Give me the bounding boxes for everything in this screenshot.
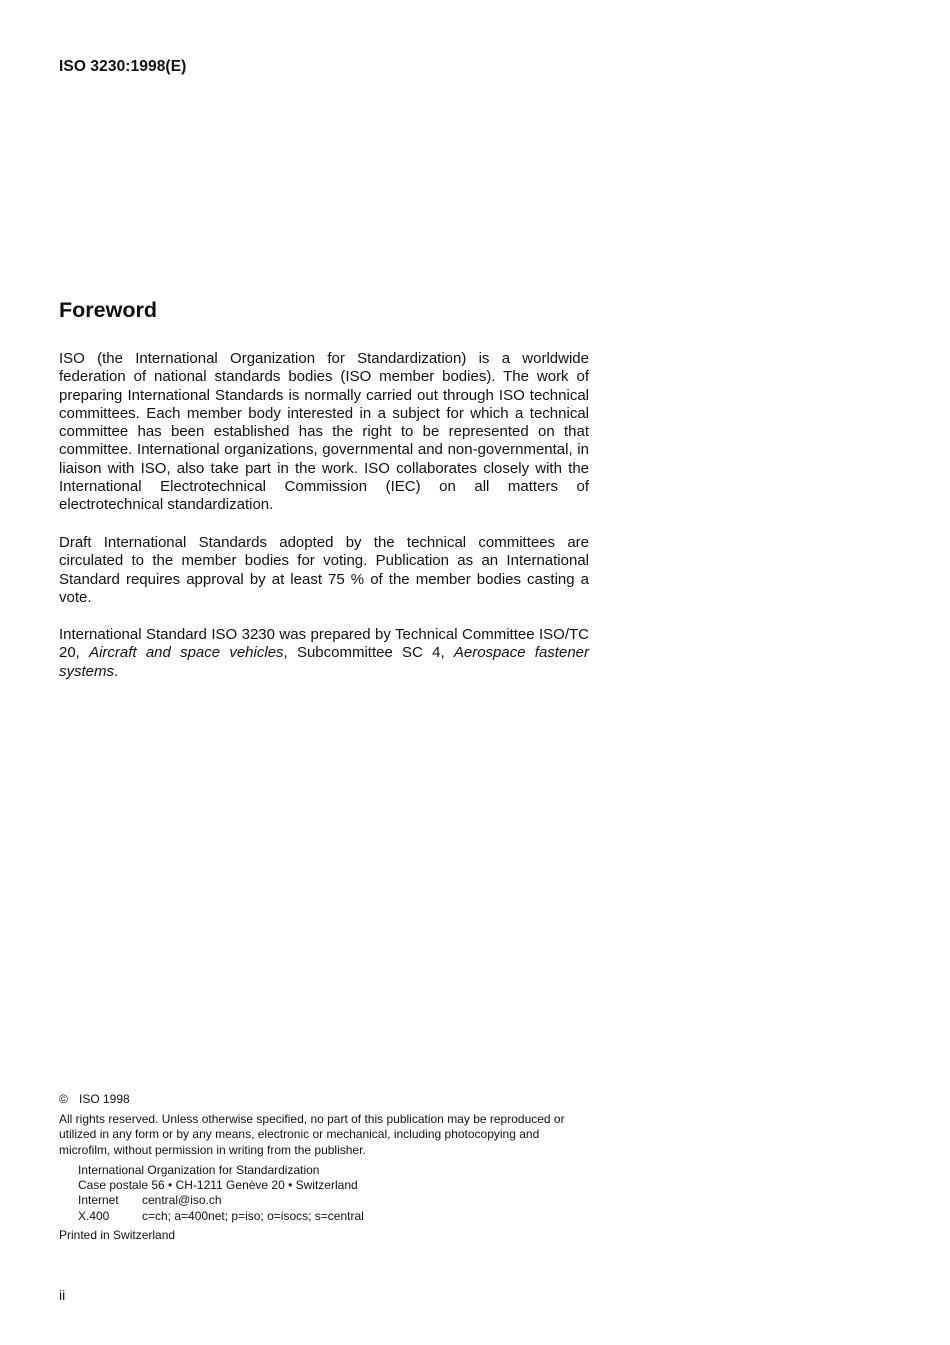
printed-location: Printed in Switzerland xyxy=(59,1228,176,1242)
paragraph-3-text-2: , Subcommittee SC 4, xyxy=(283,644,454,662)
copyright-text: ISO 1998 xyxy=(79,1092,130,1106)
x400-value: c=ch; a=400net; p=iso; o=isocs; s=central xyxy=(142,1208,364,1223)
paragraph-3-text-3: . xyxy=(114,662,119,680)
x400-label: X.400 xyxy=(78,1208,110,1223)
org-name: International Organization for Standardization xyxy=(78,1163,320,1177)
foreword-title: Foreword xyxy=(59,298,157,322)
page-number: ii xyxy=(59,1287,66,1303)
subcommittee-title: Aerospace fastener systems xyxy=(59,644,589,680)
foreword-paragraph-2: Draft International Standards adopted by the technical committees are circulated to the member bodies for voting. Publication as an International Standard requires approval by at least 75 % of the member bodies casting a vote. xyxy=(59,534,589,606)
publisher-address xyxy=(78,1163,364,1224)
committee-title: Aircraft and space vehicles xyxy=(89,644,284,662)
document-id: ISO 3230:1998(E) xyxy=(59,58,187,75)
foreword-paragraph-1: ISO (the International Organization for Standardization) is a worldwide federation of national standards bodies (ISO member bodies). The work of preparing International Standards is normally carried out through ISO technical committees. Each member body interested in a subject for which a technical committee has been established has the right to be represented on that committee. International organizations, governmental and non-governmental, in liaison with ISO, also take part in the work. ISO collaborates closely with the International Electrotechnical Commission (IEC) on all matters of electrotechnical standardization. xyxy=(59,350,589,514)
paragraph-3-text-1: International Standard ISO 3230 was prepared by Technical Committee ISO/TC 20, xyxy=(59,626,589,662)
x400-row xyxy=(78,1209,364,1224)
foreword-paragraph-3 xyxy=(59,626,589,681)
rights-notice: All rights reserved. Unless otherwise specified, no part of this publication may be reproduced or utilized in any form or by any means, electronic or mechanical, including photocopying and microfilm, without permission in writing from the publisher. xyxy=(59,1112,565,1157)
postal-address: Case postale 56 • CH-1211 Genève 20 • Switzerland xyxy=(78,1178,358,1193)
copyright-icon: © xyxy=(59,1092,68,1106)
internet-value: central@iso.ch xyxy=(142,1193,222,1208)
internet-label: Internet xyxy=(78,1193,119,1208)
internet-row xyxy=(78,1193,364,1208)
copyright-line xyxy=(59,1092,130,1107)
